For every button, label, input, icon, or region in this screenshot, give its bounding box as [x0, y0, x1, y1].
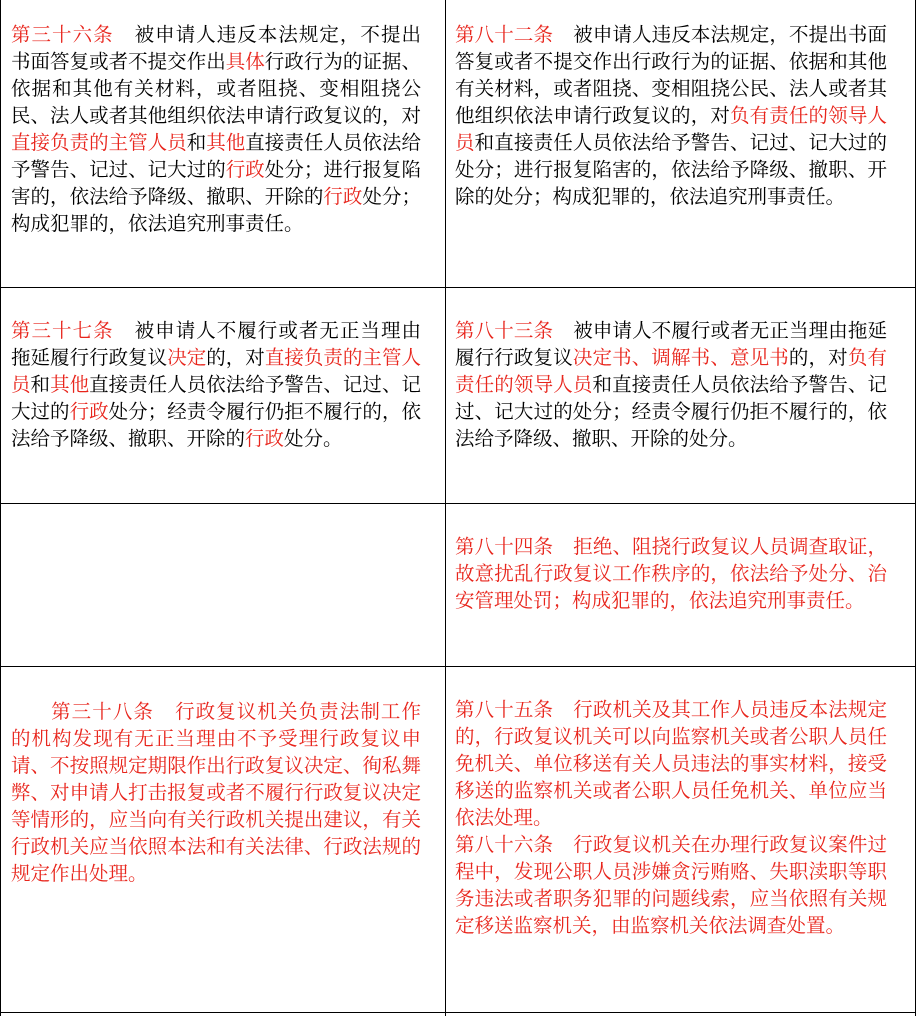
article-83-new [455, 317, 887, 452]
table-border-middle [445, 0, 446, 1016]
body-text: 和 [30, 373, 51, 396]
highlighted-text: 直接负责的主管人员 [11, 346, 421, 396]
body-text: 处分。 [284, 427, 343, 450]
highlighted-text: 其他 [50, 373, 90, 396]
body-text: 和直接责任人员依法给予警告、记过、记大过的处分；进行报复陷害的，依法给予降级、撤职、开除的处分；构成犯罪的，依法追究刑事责任。 [455, 131, 887, 208]
highlighted-text: 行政 [323, 185, 363, 208]
highlighted-text: 负有责任的领导人员 [455, 346, 887, 396]
highlighted-text: 直接负责的主管人员 [11, 131, 187, 154]
highlighted-text: 决定 [167, 346, 207, 369]
article-36-old [11, 21, 421, 237]
article-86-new [455, 831, 887, 939]
highlighted-text: 行政复议机关负责法制工作的机构发现有无正当理由不予受理行政复议申请、不按照规定期限作出行政复议决定、徇私舞弊、对申请人打击报复或者不履行行政复议决定等情形的，应当向有关行政机关提出建议，有关行政机关应当依照本法和有关法律、行政法规的规定作出处理。 [11, 700, 421, 885]
body-text: 直接责任人员依法给予警告、记过、记大过的 [11, 131, 421, 181]
highlighted-text: 行政 [225, 158, 265, 181]
body-text: 被申请人不履行或者无正当理由拖延履行行政复议 [455, 319, 887, 369]
body-text: 被申请人不履行或者无正当理由拖延履行行政复议 [11, 319, 421, 369]
article-text [11, 23, 421, 235]
body-text: 处分；经责令履行仍拒不履行的，依法给予降级、撤职、开除的 [11, 400, 421, 450]
article-label: 第三十六条 [11, 23, 114, 46]
article-text [11, 700, 421, 885]
article-label: 第八十四条 [455, 535, 554, 558]
highlighted-text: 负有责任的领导人员 [455, 104, 887, 154]
article-text [455, 23, 887, 208]
body-text: 和 [186, 131, 207, 154]
row-divider [0, 287, 916, 288]
article-82-new [455, 21, 887, 210]
article-37-old [11, 317, 421, 452]
article-label: 第八十三条 [455, 319, 554, 342]
highlighted-text: 拒绝、阻挠行政复议人员调查取证，故意扰乱行政复议工作秩序的，依法给予处分、治安管理处罚；构成犯罪的，依法追究刑事责任。 [455, 535, 887, 612]
article-label: 第八十六条 [455, 833, 554, 856]
row-divider [0, 666, 916, 667]
highlighted-text: 行政复议机关在办理行政复议案件过程中，发现公职人员涉嫌贪污贿赂、失职渎职等职务违法或者职务犯罪的问题线索，应当依照有关规定移送监察机关，由监察机关依法调查处置。 [455, 833, 887, 937]
body-text: 处分；进行报复陷害的，依法给予降级、撤职、开除的 [11, 158, 421, 208]
body-text: 被申请人违反本法规定，不提出书面答复或者不提交作出行政行为的证据、依据和其他有关材料，或者阻挠、变相阻挠公民、法人或者其他组织依法申请行政复议的，对 [455, 23, 887, 127]
table-border-left [0, 0, 1, 1016]
body-text: 被申请人违反本法规定，不提出书面答复或者不提交作出 [11, 23, 421, 73]
table-border-right [915, 0, 916, 1016]
body-text: 和直接责任人员依法给予警告、记过、记大过的处分；经责令履行仍拒不履行的，依法给予降级、撤职、开除的处分。 [455, 373, 887, 450]
body-text: 的，对 [206, 346, 265, 369]
highlighted-text: 其他 [206, 131, 246, 154]
body-text: 直接责任人员依法给予警告、记过、记大过的 [11, 373, 421, 423]
highlighted-text: 行政机关及其工作人员违反本法规定的，行政复议机关可以向监察机关或者公职人员任免机关、单位移送有关人员违法的事实材料，接受移送的监察机关或者公职人员任免机关、单位应当依法处理。 [455, 698, 887, 829]
article-84-new [455, 533, 887, 614]
body-text: 处分；构成犯罪的，依法追究刑事责任。 [11, 185, 421, 235]
body-text: 行政行为的证据、依据和其他有关材料，或者阻挠、变相阻挠公民、法人或者其他组织依法申请行政复议的，对 [11, 50, 421, 127]
article-85-new [455, 696, 887, 831]
row-divider [0, 503, 916, 504]
article-label: 第八十二条 [455, 23, 554, 46]
highlighted-text: 行政 [245, 427, 285, 450]
body-text: 的，对 [788, 346, 848, 369]
article-38-old [11, 698, 421, 887]
row-divider [0, 1012, 916, 1013]
article-label: 第三十七条 [11, 319, 114, 342]
highlighted-text: 具体 [225, 50, 265, 73]
highlighted-text: 行政 [69, 400, 109, 423]
article-label: 第八十五条 [455, 698, 554, 721]
highlighted-text: 决定书、调解书、意见书 [572, 346, 789, 369]
article-label: 第三十八条 [50, 700, 154, 723]
